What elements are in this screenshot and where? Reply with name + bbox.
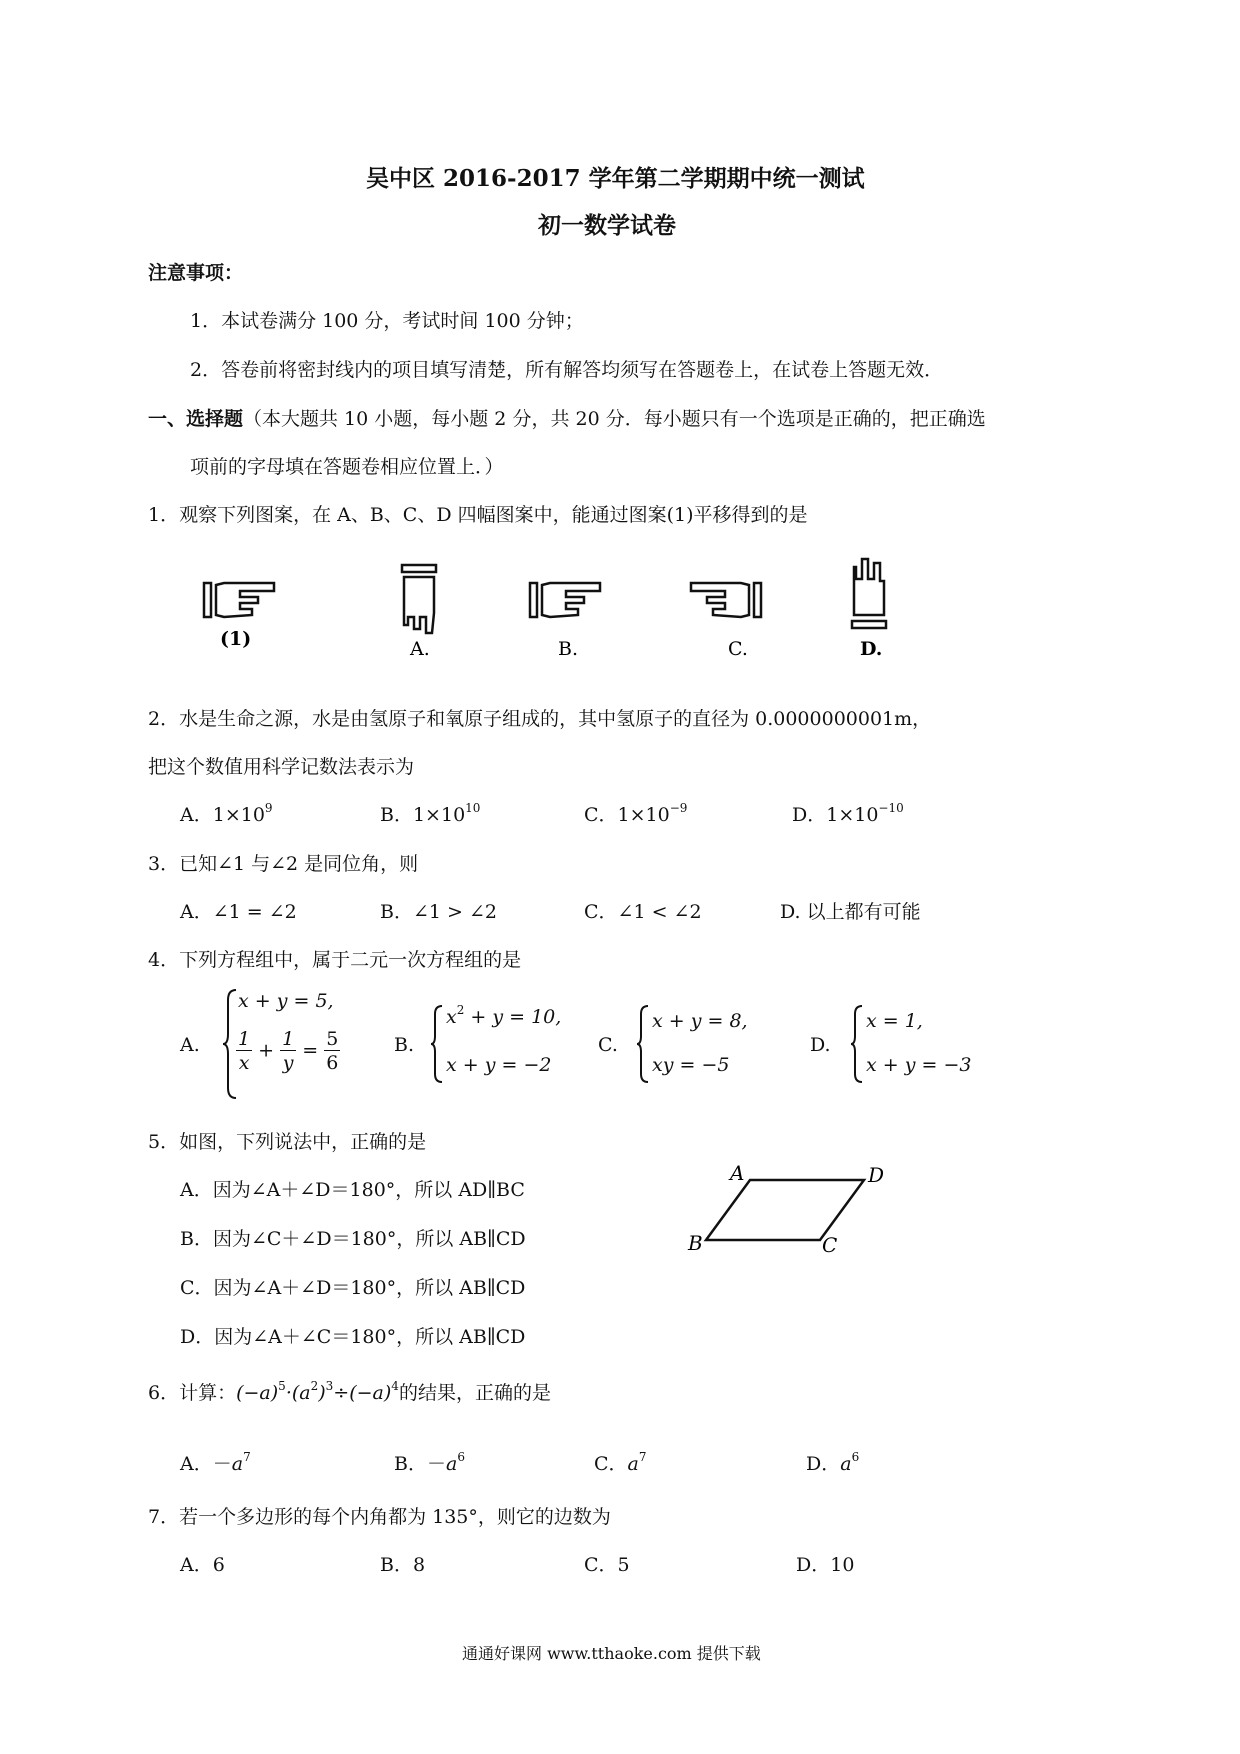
q4-option-a-eq-2: $\frac{1}{x}$ + $\frac{1}{y}$ = $\frac{5}{6}$ [238, 1028, 339, 1074]
q4-option-a-label: A. [180, 1034, 200, 1056]
q3-option-d: D. 以上都有可能 [780, 901, 921, 923]
vertex-label-d: D [868, 1163, 885, 1187]
q7-option-b: B．8 [380, 1554, 426, 1576]
vertex-label-b: B [688, 1231, 703, 1255]
q6-expression: $(-a)^5\cdot(a^2)^3\div(-a)^4$ [236, 1379, 399, 1404]
q5-option-a: A．因为∠A＋∠D＝180°，所以 AD∥BC [180, 1179, 525, 1201]
exam-title: 吴中区 2016-2017 学年第二学期期中统一测试 [366, 165, 865, 192]
notice-item-1: 1．本试卷满分 100 分，考试时间 100 分钟； [190, 310, 584, 332]
q3-option-b: B．∠1 > ∠2 [380, 901, 497, 923]
q4-option-a-eq-1: x + y = 5, [238, 990, 334, 1012]
fraction-5-over-6: $\frac{5}{6}$ [326, 1028, 339, 1074]
q4-option-d-brace [850, 1004, 864, 1084]
vertex-label-a: A [730, 1161, 745, 1185]
q2-stem-line-2: 把这个数值用科学记数法表示为 [148, 756, 415, 778]
section-1-desc: （本大题共 10 小题，每小题 2 分，共 20 分．每小题只有一个选项是正确的，把正确选 [243, 408, 986, 430]
exam-subtitle: 初一数学试卷 [538, 212, 676, 239]
figure-label-d: D. [860, 638, 883, 660]
q6-option-a: A．$-a^7$ [180, 1450, 251, 1475]
notice-item-2: 2．答卷前将密封线内的项目填写清楚，所有解答均须写在答题卷上，在试卷上答题无效． [190, 359, 944, 381]
q1-stem: 1．观察下列图案，在 A、B、C、D 四幅图案中，能通过图案(1)平移得到的是 [148, 504, 808, 526]
q4-option-b-label: B. [394, 1034, 415, 1056]
q4-option-d-label: D. [810, 1034, 831, 1056]
figure-b-hand-icon [530, 583, 600, 617]
q5-option-d: D．因为∠A＋∠C＝180°，所以 AB∥CD [180, 1326, 526, 1348]
figure-label-1: (1) [220, 628, 252, 650]
q7-stem: 7．若一个多边形的每个内角都为 135°，则它的边数为 [148, 1506, 611, 1528]
q4-option-b-eq-2: x + y = −2 [446, 1054, 552, 1076]
fraction-1-over-y: $\frac{1}{y}$ [282, 1028, 295, 1074]
vertex-label-c: C [822, 1233, 838, 1256]
figure-label-a: A. [410, 638, 430, 660]
section-1-header [148, 404, 986, 431]
q4-option-c-eq-1: x + y = 8, [652, 1010, 748, 1032]
q7-option-a: A．6 [180, 1554, 225, 1576]
q5-option-b: B．因为∠C＋∠D＝180°，所以 AB∥CD [180, 1228, 526, 1250]
q4-option-c-brace [636, 1004, 650, 1084]
q4-option-d-eq-2: x + y = −3 [866, 1054, 972, 1076]
q7-option-d: D．10 [796, 1554, 855, 1576]
q6-option-b: B．$-a^6$ [394, 1450, 465, 1475]
fraction-1-over-x: $\frac{1}{x}$ [238, 1028, 251, 1074]
q3-stem: 3．已知∠1 与∠2 是同位角，则 [148, 853, 419, 875]
q1-figures [180, 555, 940, 665]
q3-option-a: A．∠1 = ∠2 [180, 901, 297, 923]
q6-option-c: C．$a^7$ [594, 1450, 647, 1475]
q2-option-d: D．$1\times 10^{-10}$ [792, 801, 904, 826]
q5-option-c: C．因为∠A＋∠D＝180°，所以 AB∥CD [180, 1277, 526, 1299]
figure-label-b: B. [558, 638, 579, 660]
q6-option-d: D．$a^6$ [806, 1450, 860, 1475]
q7-option-c: C．5 [584, 1554, 630, 1576]
notice-heading: 注意事项： [148, 262, 244, 284]
q4-option-d-eq-1: x = 1, [866, 1010, 923, 1032]
q4-option-c-label: C. [598, 1034, 618, 1056]
q4-option-b-eq-1: $x^2 + y = 10$, [446, 1003, 562, 1028]
figure-c-hand-icon [691, 583, 761, 617]
parallelogram-shape [706, 1180, 864, 1240]
q5-parallelogram-figure [686, 1160, 906, 1256]
figure-label-c: C. [728, 638, 748, 660]
figure-a-hand-icon [402, 565, 436, 633]
q4-option-c-eq-2: xy = −5 [652, 1054, 730, 1076]
q6-stem: 6．计算：$(-a)^5\cdot(a^2)^3\div(-a)^4$的结果，正确的是 [148, 1379, 551, 1404]
q4-option-b-brace [430, 1004, 444, 1084]
q2-stem-line-1: 2．水是生命之源，水是由氢原子和氧原子组成的，其中氢原子的直径为 0.0000000001m， [148, 708, 932, 730]
figure-d-hand-icon [852, 559, 886, 628]
figure-1-hand-icon [204, 583, 274, 617]
q2-option-b: B．$1\times 10^{10}$ [380, 801, 481, 826]
q5-stem: 5．如图，下列说法中，正确的是 [148, 1131, 427, 1153]
page-footer: 通通好课网 www.tthaoke.com 提供下载 [462, 1644, 761, 1663]
section-1-desc-line-2: 项前的字母填在答题卷相应位置上．） [190, 456, 504, 478]
q2-option-a: A．$1\times 10^9$ [180, 801, 273, 826]
q2-option-c: C．$1\times 10^{-9}$ [584, 801, 688, 826]
q3-option-c: C．∠1 < ∠2 [584, 901, 702, 923]
q4-stem: 4．下列方程组中，属于二元一次方程组的是 [148, 949, 522, 971]
section-1-label: 一、选择题 [148, 408, 244, 430]
